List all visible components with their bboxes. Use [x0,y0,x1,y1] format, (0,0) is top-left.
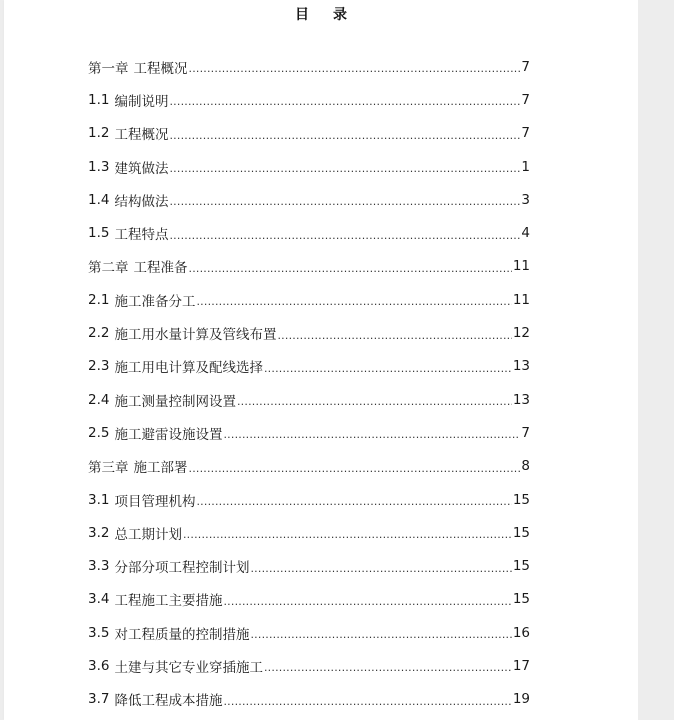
toc-entry-number: 2.5 [88,424,110,441]
toc-entry-number: 3.5 [88,624,110,641]
toc-entry-title: 项目管理机构 [114,493,196,510]
toc-entry-number: 第二章 [88,260,129,277]
toc-leader-dots [250,562,511,575]
toc-entry-page: 11 [512,258,530,275]
toc-entry-title: 工程特点 [114,227,169,244]
toc-entry-title: 总工期计划 [114,526,182,543]
toc-title-char-2: 录 [333,7,347,23]
toc-entry[interactable] [88,450,530,483]
toc-entry-page: 17 [512,657,530,674]
toc-entry-page: 15 [512,491,530,508]
toc-entry-title: 施工测量控制网设置 [114,393,236,410]
toc-leader-dots [196,495,511,508]
toc-entry-page: 16 [512,624,530,641]
viewer-background [638,0,674,720]
toc-entry-page: 7 [521,125,530,142]
toc-entry-number: 1.5 [88,225,110,242]
toc-entry-number: 2.2 [88,325,110,342]
toc-entry-title: 施工部署 [133,460,188,477]
toc-entry-title: 降低工程成本措施 [114,693,223,710]
toc-entry[interactable] [88,549,530,582]
toc-entry[interactable] [88,283,530,316]
toc-entry-number: 1.1 [88,91,110,108]
toc-title-char-1: 目 [295,7,309,23]
toc-entry[interactable] [88,216,530,249]
toc-entry-page: 13 [512,358,530,375]
toc-leader-dots [183,528,512,541]
toc-entry-title: 施工准备分工 [114,293,196,310]
toc-leader-dots [169,229,520,242]
toc-entry-number: 3.4 [88,591,110,608]
toc-entry-number: 1.3 [88,158,110,175]
toc-entry-number: 3.2 [88,524,110,541]
toc-entry-number: 1.4 [88,191,110,208]
toc-entry-number: 3.6 [88,657,110,674]
toc-entry-title: 土建与其它专业穿插施工 [114,659,263,676]
toc-entry[interactable] [88,649,530,682]
toc-leader-dots [169,95,520,108]
toc-entry-page: 13 [512,391,530,408]
toc-entry-number: 3.3 [88,558,110,575]
toc-entry-title: 施工用电计算及配线选择 [114,360,263,377]
toc-entry-page: 7 [521,91,530,108]
toc-leader-dots [196,295,511,308]
toc-entry[interactable] [88,683,530,716]
toc-leader-dots [264,362,512,375]
toc-leader-dots [169,162,520,175]
toc-title [4,4,638,24]
toc-entry[interactable] [88,383,530,416]
toc-entry-number: 3.1 [88,491,110,508]
toc-entry-page: 12 [512,325,530,342]
toc-entry-title: 工程概况 [114,127,169,144]
toc-leader-dots [223,695,511,708]
toc-entry-number: 第三章 [88,460,129,477]
toc-entry-title: 建筑做法 [114,160,169,177]
toc-entry-page: 15 [512,558,530,575]
toc-entry-number: 3.7 [88,691,110,708]
toc-entry[interactable] [88,616,530,649]
toc-entry[interactable] [88,416,530,449]
toc-leader-dots [277,329,511,342]
toc-entry-title: 分部分项工程控制计划 [114,560,250,577]
toc-entry[interactable] [88,83,530,116]
toc-entry-number: 2.3 [88,358,110,375]
toc-entry-title: 编制说明 [114,93,169,110]
toc-entry[interactable] [88,350,530,383]
toc-entry-title: 工程施工主要措施 [114,593,223,610]
toc-entry[interactable] [88,50,530,83]
toc-entry[interactable] [88,250,530,283]
toc-leader-dots [250,628,511,641]
toc-entry-number: 2.4 [88,391,110,408]
toc-entry-page: 1 [521,158,530,175]
toc-leader-dots [169,195,520,208]
toc-entry-number: 2.1 [88,291,110,308]
toc-entry-page: 15 [512,524,530,541]
toc-entry-page: 4 [521,225,530,242]
toc-entry-page: 8 [521,458,530,475]
toc-leader-dots [264,661,512,674]
toc-leader-dots [237,395,512,408]
toc-entry[interactable] [88,117,530,150]
toc-entry-title: 施工避雷设施设置 [114,426,223,443]
toc-entry[interactable] [88,516,530,549]
toc-entry-page: 15 [512,591,530,608]
toc-entry[interactable] [88,483,530,516]
toc-entry-page: 7 [521,58,530,75]
toc-entry[interactable] [88,150,530,183]
toc-leader-dots [189,462,521,475]
toc-entry-page: 19 [512,691,530,708]
toc-entry-number: 1.2 [88,125,110,142]
toc-entry-title: 结构做法 [114,193,169,210]
toc-leader-dots [189,62,521,75]
toc-leader-dots [223,428,520,441]
toc-entry-page: 11 [512,291,530,308]
table-of-contents [88,50,530,716]
toc-entry-title: 对工程质量的控制措施 [114,626,250,643]
toc-entry[interactable] [88,183,530,216]
toc-leader-dots [189,262,512,275]
toc-entry-page: 3 [521,191,530,208]
toc-leader-dots [223,595,511,608]
toc-leader-dots [169,129,520,142]
toc-entry[interactable] [88,583,530,616]
toc-entry[interactable] [88,316,530,349]
toc-entry-title: 工程准备 [133,260,188,277]
toc-entry-page: 7 [521,424,530,441]
toc-entry-number: 第一章 [88,60,129,77]
document-page [4,0,638,720]
toc-entry-title: 施工用水量计算及管线布置 [114,327,277,344]
toc-entry-title: 工程概况 [133,60,188,77]
